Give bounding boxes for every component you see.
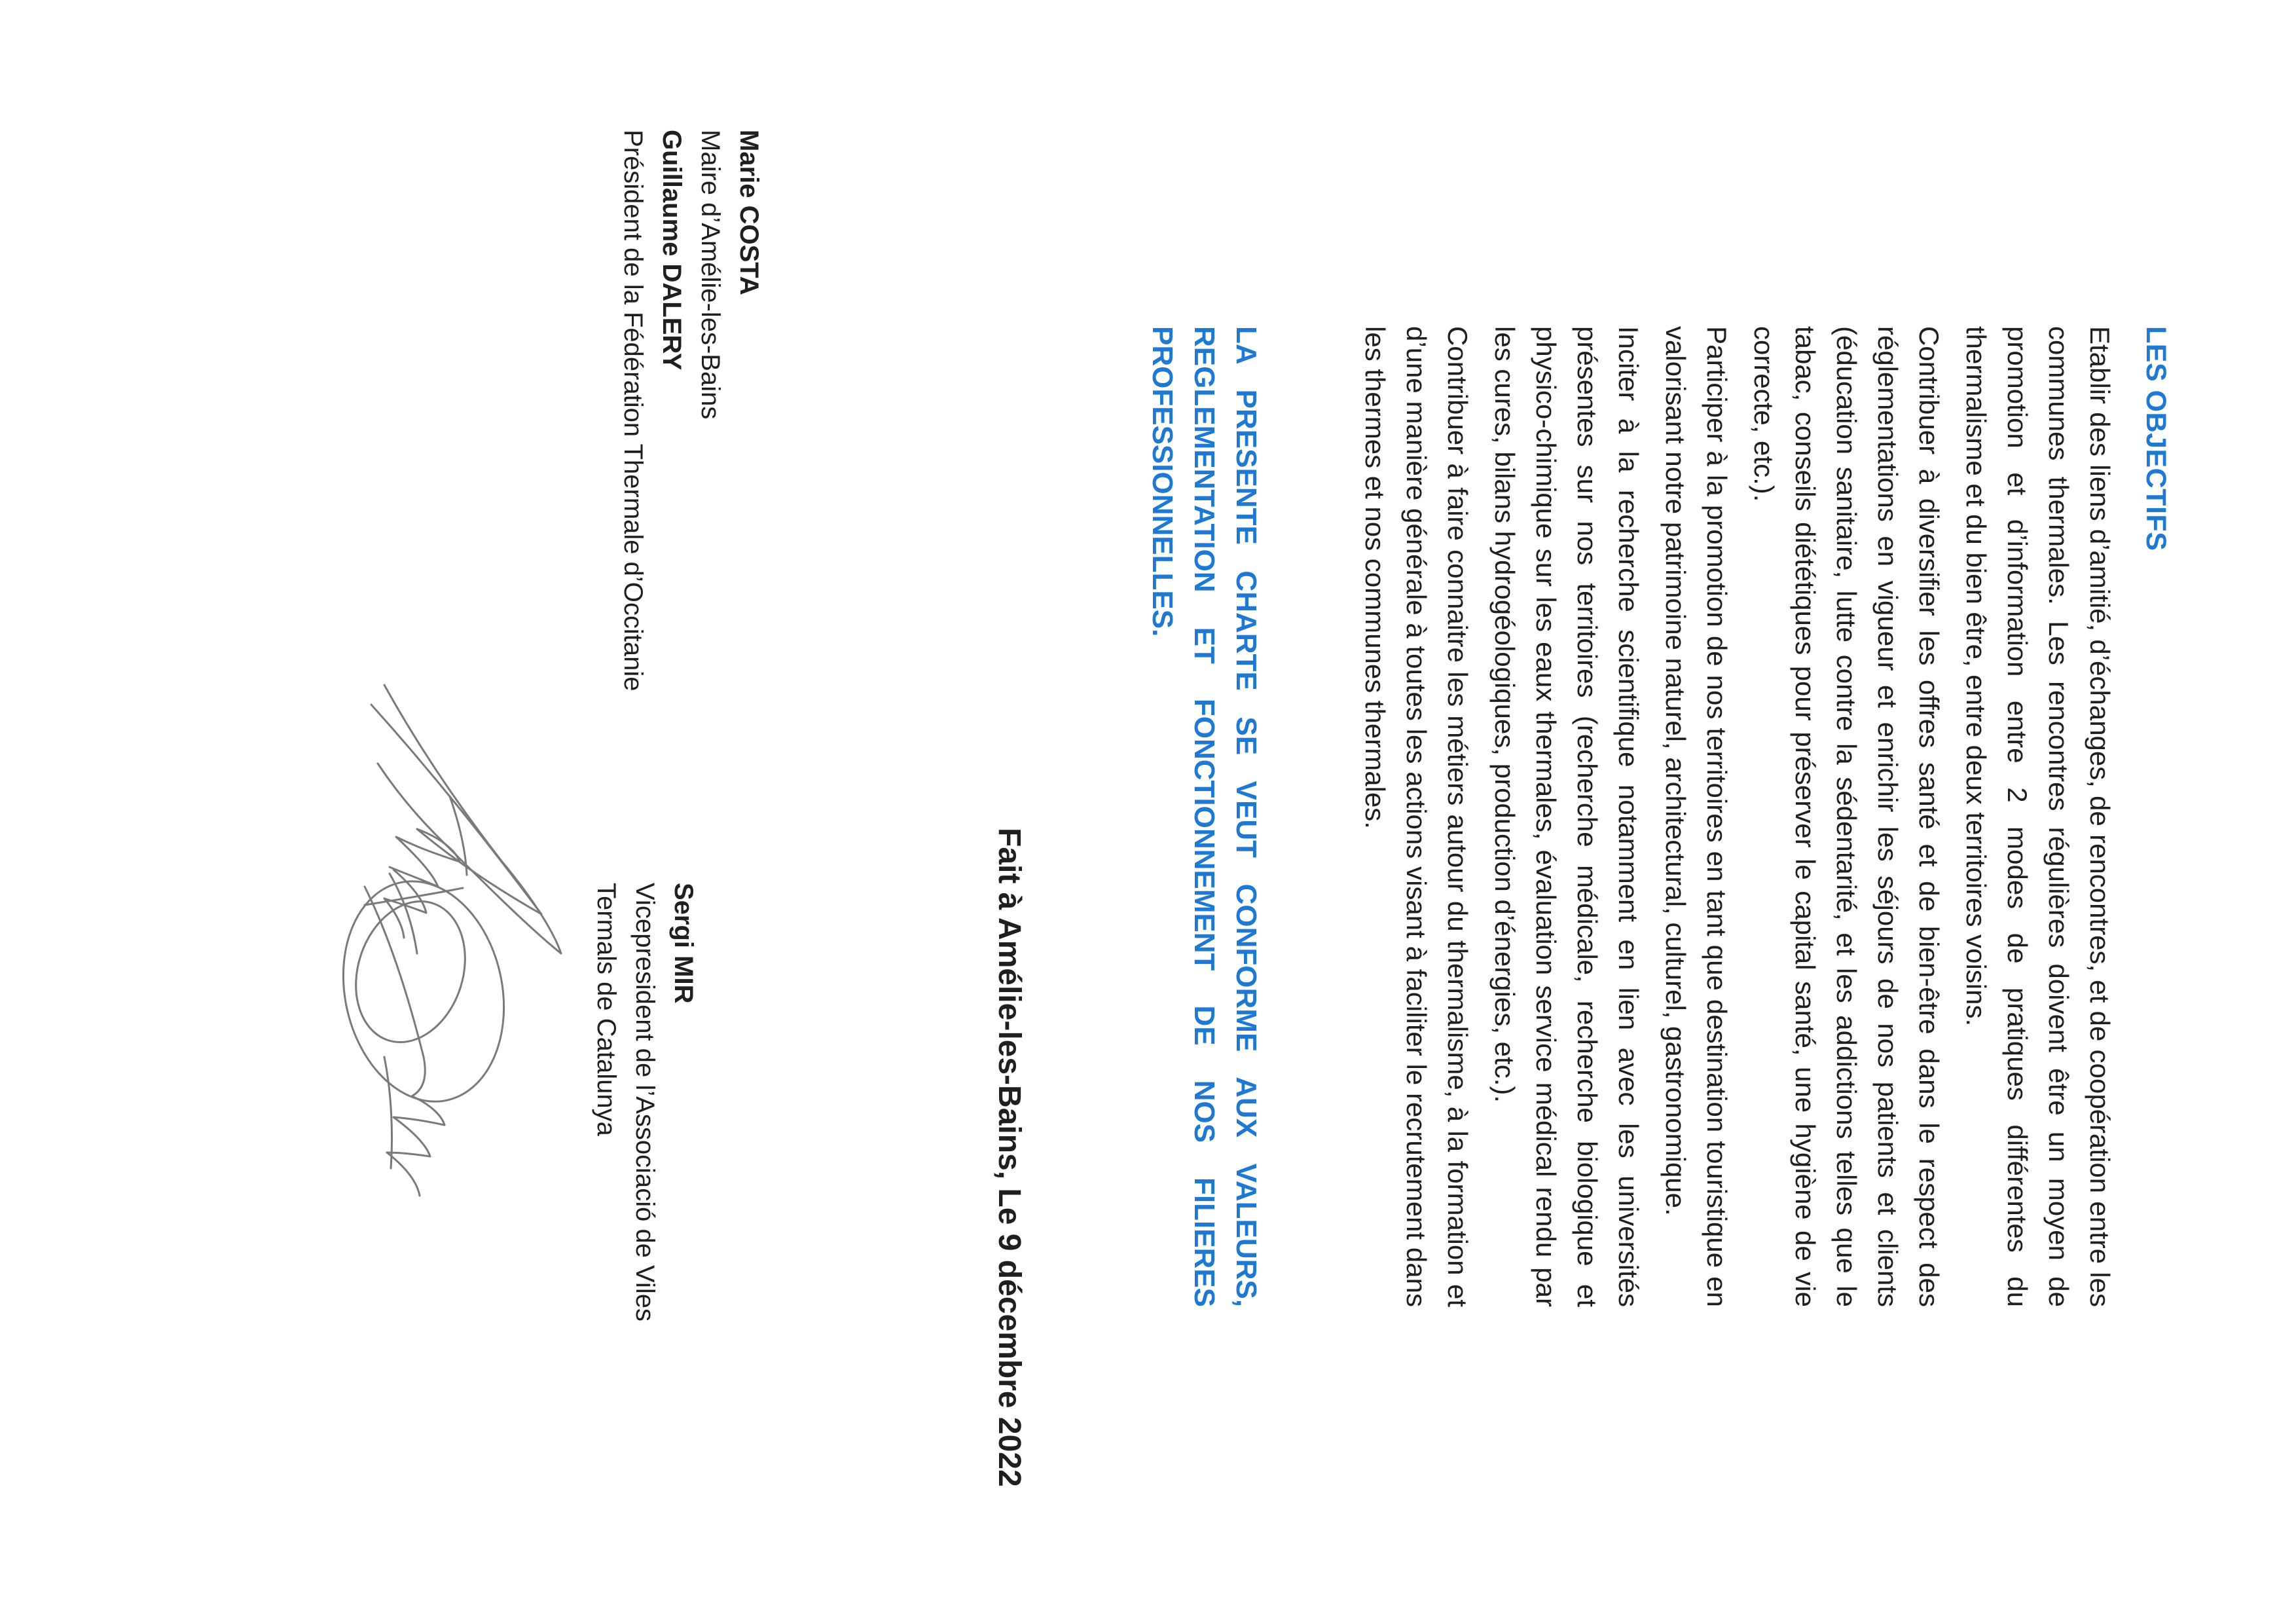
signatory-sergi-mir (587, 883, 702, 1341)
handwritten-signature-right (312, 860, 522, 1227)
signature-ink-icon (323, 866, 522, 1196)
signatory-guillaume-dalery (613, 130, 691, 719)
objective-paragraph: Contribuer à diversifier les offres santé et de bien-être dans le respect des réglementations en vigueur et enrichir les séjours de nos patients et clients (éducation sanitaire, lutte contre la sédentarité, et les addictions telles que le tabac, conseils diététiques pour préserver le capital santé, une hygiène de vie correcte, etc.). (1749, 326, 1944, 1307)
signatory-name: Guillaume DALERY (657, 130, 686, 371)
objectives-list (1349, 326, 2121, 1307)
signatory-name: Sergi MIR (669, 883, 698, 1004)
place-and-date: Fait à Amélie-les-Bains, Le 9 décembre 2022 (992, 828, 1027, 1487)
signatory-marie-costa (691, 130, 768, 719)
signatory-name: Marie COSTA (735, 130, 763, 295)
signatory-role: Maire d’Amélie-les-Bains (696, 130, 725, 420)
charter-statement: LA PRESENTE CHARTE SE VEUT CONFORME AUX VALEURS, REGLEMENTATION ET FONCTIONNEMENT DE NOS FILIERES PROFESSIONNELLES. (1146, 326, 1262, 1307)
objective-paragraph: Participer à la promotion de nos territoires en tant que destination touristique en valorisant notre patrimoine naturel, architectural, culturel, gastronomique. (1660, 326, 1732, 1307)
objective-paragraph: Contribuer à faire connaitre les métiers autour du thermalisme, à la formation et d’une manière générale à toutes les actions visant à faciliter le recrutement dans les thermes et nos communes thermales. (1360, 326, 1473, 1307)
signatory-role: Vicepresident de l’Associació de Viles Termals de Catalunya (592, 883, 659, 1322)
objective-paragraph: Inciter à la recherche scientifique notamment en lien avec les universités présentes sur nos territoires (recherche médicale, recherche biologique et physico-chimique sur les eaux thermales, évaluation service médical rendu par les cures, bilans hydrogéologiques, production d’énergies, etc.). (1489, 326, 1644, 1307)
objectives-heading: LES OBJECTIFS (2140, 326, 2172, 551)
objective-paragraph: Etablir des liens d’amitié, d’échanges, de rencontres, et de coopération entre les communes thermales. Les rencontres régulières doivent être un moyen de promotion et d’information entre 2 modes de pratiques différentes du thermalisme et du bien être, entre deux territoires voisins. (1961, 326, 2115, 1307)
signatory-role: Président de la Fédération Thermale d’Occitanie (619, 130, 647, 692)
